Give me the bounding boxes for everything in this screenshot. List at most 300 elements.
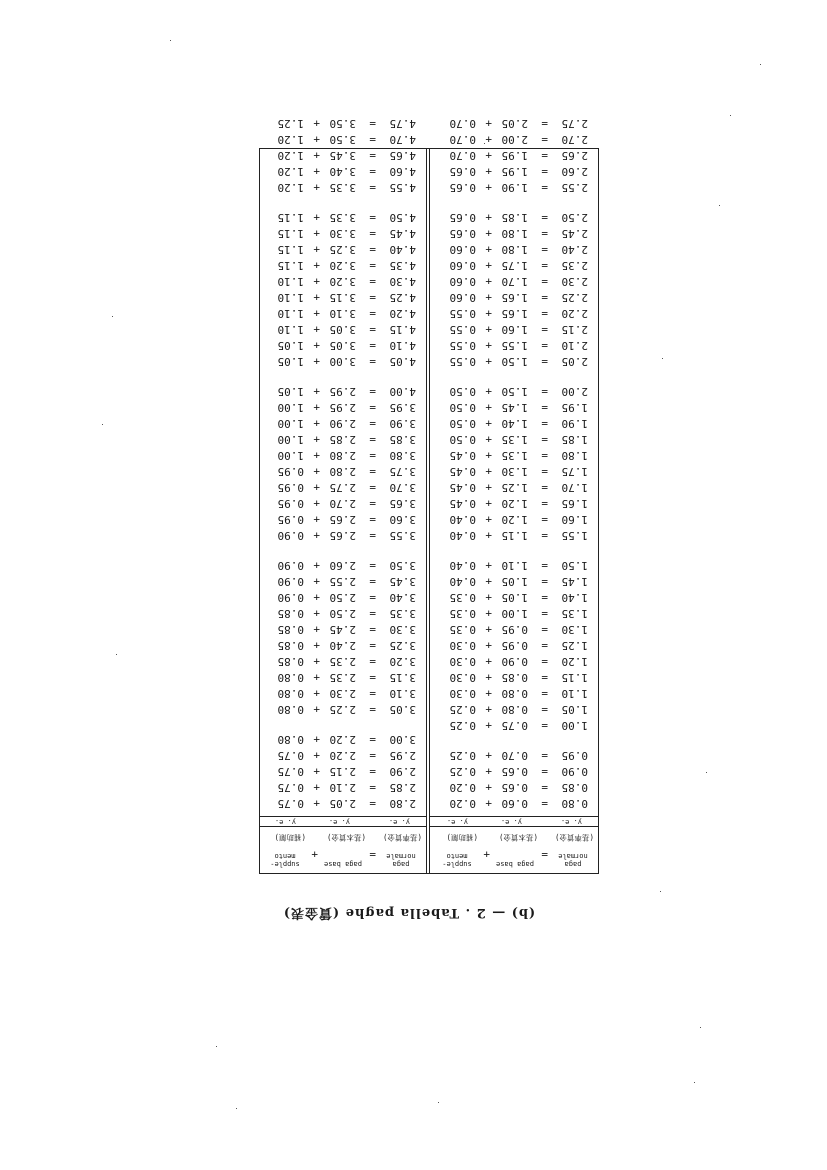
- table-row: [259, 637, 426, 653]
- table-row: [430, 383, 598, 399]
- table-row: [430, 479, 598, 495]
- paga-base-cell: 1.75: [501, 259, 528, 272]
- unit-label: y. e.: [446, 818, 468, 826]
- paga-normale-cell: 3.05: [389, 703, 416, 716]
- paga-normale-cell: 1.00: [561, 719, 588, 732]
- supplemento-cell: 1.10: [277, 275, 304, 288]
- table-row: [430, 289, 598, 305]
- paga-base-cell: 0.70: [501, 749, 528, 762]
- supplemento-cell: 0.30: [449, 687, 476, 700]
- table-row: [259, 163, 426, 179]
- equals-sign: =: [541, 165, 548, 178]
- supplemento-cell: 0.50: [449, 433, 476, 446]
- paga-base-cell: 3.45: [329, 149, 356, 162]
- paga-normale-cell: 2.30: [561, 275, 588, 288]
- equals-sign: =: [369, 749, 376, 762]
- table-row: [259, 257, 426, 273]
- supplemento-cell: 0.40: [449, 575, 476, 588]
- paga-normale-cell: 0.85: [561, 781, 588, 794]
- paga-base-cell: 1.90: [501, 181, 528, 194]
- table-row: [430, 747, 598, 763]
- equals-sign: =: [541, 355, 548, 368]
- paga-base-cell: 0.80: [501, 703, 528, 716]
- table-row: [259, 305, 426, 321]
- supplemento-cell: 0.30: [449, 671, 476, 684]
- table-row: [259, 399, 426, 415]
- table-row: [259, 273, 426, 289]
- scan-speck: [116, 654, 117, 655]
- table-row: [430, 131, 598, 147]
- paga-normale-cell: 2.55: [561, 181, 588, 194]
- table-row: [430, 305, 598, 321]
- table-row: [430, 163, 598, 179]
- equals-sign: =: [369, 355, 376, 368]
- table-row: [259, 353, 426, 369]
- equals-sign: =: [369, 575, 376, 588]
- plus-sign: +: [485, 639, 492, 652]
- paga-normale-cell: 4.05: [389, 355, 416, 368]
- table-row: [259, 431, 426, 447]
- paga-normale-cell: 1.55: [561, 529, 588, 542]
- equals-sign: =: [369, 465, 376, 478]
- equals-sign: =: [541, 765, 548, 778]
- wage-block: [259, 115, 426, 195]
- paga-base-cell: 3.50: [329, 133, 356, 146]
- paga-normale-cell: 3.55: [389, 529, 416, 542]
- equals-sign: =: [369, 671, 376, 684]
- table-row: [430, 685, 598, 701]
- table-row: [430, 209, 598, 225]
- plus-sign: +: [485, 687, 492, 700]
- plus-sign: +: [485, 591, 492, 604]
- supplemento-cell: 0.70: [449, 133, 476, 146]
- paga-normale-cell: 4.50: [389, 211, 416, 224]
- supplemento-cell: 0.45: [449, 465, 476, 478]
- supplemento-cell: 0.85: [277, 655, 304, 668]
- table-row: [259, 415, 426, 431]
- equals-sign: =: [369, 385, 376, 398]
- paga-normale-cell: 1.20: [561, 655, 588, 668]
- table-row: [259, 669, 426, 685]
- header-paga-base-jp: (基本賃金): [498, 833, 538, 842]
- paga-base-cell: 2.05: [501, 117, 528, 130]
- plus-sign: +: [485, 181, 492, 194]
- table-row: [259, 747, 426, 763]
- paga-normale-cell: 2.35: [561, 259, 588, 272]
- plus-sign: +: [485, 355, 492, 368]
- paga-base-cell: 3.10: [329, 307, 356, 320]
- paga-normale-cell: 4.00: [389, 385, 416, 398]
- table-row: [259, 179, 426, 195]
- plus-sign: +: [485, 385, 492, 398]
- paga-normale-cell: 0.95: [561, 749, 588, 762]
- unit-label: y. e.: [560, 818, 582, 826]
- equals-sign: =: [541, 655, 548, 668]
- plus-sign: +: [313, 449, 320, 462]
- equals-sign: =: [369, 259, 376, 272]
- supplemento-cell: 0.55: [449, 355, 476, 368]
- supplemento-cell: 0.40: [449, 529, 476, 542]
- paga-base-cell: 1.55: [501, 339, 528, 352]
- plus-sign: +: [313, 433, 320, 446]
- equals-sign: =: [541, 243, 548, 256]
- paga-base-cell: 2.55: [329, 575, 356, 588]
- paga-base-cell: 3.35: [329, 211, 356, 224]
- header-paga-normale: paga normale: [386, 852, 416, 868]
- paga-normale-cell: 2.50: [561, 211, 588, 224]
- page-caption: (b) — 2 . Tabella paghe (賃金表): [282, 905, 536, 920]
- paga-base-cell: 0.60: [501, 797, 528, 810]
- equals-sign: =: [541, 797, 548, 810]
- supplemento-cell: 0.60: [449, 243, 476, 256]
- supplemento-cell: 1.15: [277, 211, 304, 224]
- table-row: [259, 479, 426, 495]
- plus-sign: +: [313, 733, 320, 746]
- equals-sign: =: [541, 591, 548, 604]
- scan-speck: [112, 316, 113, 317]
- equals-sign: =: [369, 733, 376, 746]
- equals-sign: =: [541, 211, 548, 224]
- equals-sign: =: [541, 623, 548, 636]
- equals-sign: =: [369, 227, 376, 240]
- paga-base-cell: 3.30: [329, 227, 356, 240]
- plus-sign: +: [313, 117, 320, 130]
- plus-sign: +: [313, 259, 320, 272]
- paga-base-cell: 3.05: [329, 323, 356, 336]
- paga-normale-cell: 3.90: [389, 417, 416, 430]
- supplemento-cell: 1.05: [277, 385, 304, 398]
- plus-sign: +: [485, 559, 492, 572]
- paga-base-cell: 1.70: [501, 275, 528, 288]
- unit-label: y. e.: [328, 818, 350, 826]
- equals-sign: =: [369, 417, 376, 430]
- equals-sign: =: [369, 275, 376, 288]
- paga-normale-cell: 1.75: [561, 465, 588, 478]
- supplemento-cell: 0.45: [449, 481, 476, 494]
- paga-base-cell: 1.65: [501, 291, 528, 304]
- scan-speck: [730, 115, 731, 116]
- paga-base-cell: 2.90: [329, 417, 356, 430]
- supplemento-cell: 0.35: [449, 591, 476, 604]
- equals-sign: =: [541, 719, 548, 732]
- plus-sign: +: [485, 655, 492, 668]
- table-row: [430, 463, 598, 479]
- supplemento-cell: 0.85: [277, 639, 304, 652]
- plus-sign: +: [485, 149, 492, 162]
- plus-sign: +: [485, 307, 492, 320]
- table-row: [259, 573, 426, 589]
- wage-block: [430, 383, 598, 543]
- table-row: [430, 669, 598, 685]
- table-row: [430, 321, 598, 337]
- wage-block: [259, 557, 426, 717]
- wage-table: [259, 117, 599, 874]
- units-row: [430, 816, 598, 827]
- table-row: [430, 257, 598, 273]
- paga-base-cell: 2.35: [329, 655, 356, 668]
- paga-base-cell: 1.95: [501, 149, 528, 162]
- paga-base-cell: 3.20: [329, 259, 356, 272]
- wage-block: [430, 557, 598, 733]
- table-row: [259, 731, 426, 747]
- paga-base-cell: 0.90: [501, 655, 528, 668]
- equals-sign: =: [541, 607, 548, 620]
- table-row: [430, 557, 598, 573]
- equals-sign: =: [369, 181, 376, 194]
- header-plus: +: [311, 848, 318, 861]
- table-row: [259, 447, 426, 463]
- unit-label: y. e.: [500, 818, 522, 826]
- supplemento-cell: 1.20: [277, 165, 304, 178]
- unit-label: y. e.: [388, 818, 410, 826]
- table-row: [430, 241, 598, 257]
- plus-sign: +: [313, 623, 320, 636]
- paga-normale-cell: 1.45: [561, 575, 588, 588]
- scan-speck: [694, 1082, 695, 1083]
- paga-normale-cell: 4.65: [389, 149, 416, 162]
- table-row: [430, 495, 598, 511]
- supplemento-cell: 1.00: [277, 417, 304, 430]
- paga-normale-cell: 4.60: [389, 165, 416, 178]
- paga-normale-cell: 2.45: [561, 227, 588, 240]
- plus-sign: +: [485, 481, 492, 494]
- paga-base-cell: 1.25: [501, 481, 528, 494]
- plus-sign: +: [485, 259, 492, 272]
- paga-normale-cell: 4.55: [389, 181, 416, 194]
- plus-sign: +: [313, 655, 320, 668]
- paga-base-cell: 3.05: [329, 339, 356, 352]
- paga-normale-cell: 0.80: [561, 797, 588, 810]
- plus-sign: +: [485, 433, 492, 446]
- plus-sign: +: [313, 591, 320, 604]
- table-row: [430, 589, 598, 605]
- paga-normale-cell: 1.65: [561, 497, 588, 510]
- equals-sign: =: [369, 291, 376, 304]
- plus-sign: +: [313, 133, 320, 146]
- equals-sign: =: [541, 703, 548, 716]
- column-header: [430, 826, 598, 873]
- supplemento-cell: 1.20: [277, 149, 304, 162]
- plus-sign: +: [313, 339, 320, 352]
- paga-base-cell: 1.20: [501, 497, 528, 510]
- paga-normale-cell: 2.20: [561, 307, 588, 320]
- plus-sign: +: [485, 165, 492, 178]
- header-paga-base: paga base: [324, 860, 362, 868]
- header-plus: +: [483, 848, 490, 861]
- supplemento-cell: 0.75: [277, 765, 304, 778]
- table-row: [430, 147, 598, 163]
- table-row: [259, 115, 426, 131]
- supplemento-cell: 0.60: [449, 259, 476, 272]
- paga-normale-cell: 3.60: [389, 513, 416, 526]
- supplemento-cell: 0.45: [449, 497, 476, 510]
- table-row: [259, 795, 426, 811]
- plus-sign: +: [485, 703, 492, 716]
- supplemento-cell: 0.65: [449, 181, 476, 194]
- supplemento-cell: 0.55: [449, 307, 476, 320]
- paga-normale-cell: 1.80: [561, 449, 588, 462]
- paga-normale-cell: 1.40: [561, 591, 588, 604]
- paga-base-cell: 1.35: [501, 449, 528, 462]
- paga-base-cell: 1.00: [501, 607, 528, 620]
- paga-normale-cell: 2.70: [561, 133, 588, 146]
- plus-sign: +: [485, 513, 492, 526]
- plus-sign: +: [313, 575, 320, 588]
- paga-base-cell: 3.35: [329, 181, 356, 194]
- plus-sign: +: [485, 671, 492, 684]
- equals-sign: =: [369, 529, 376, 542]
- wage-table-left-half: [429, 117, 598, 873]
- supplemento-cell: 0.30: [449, 639, 476, 652]
- supplemento-cell: 0.50: [449, 385, 476, 398]
- paga-base-cell: 1.30: [501, 465, 528, 478]
- table-row: [430, 179, 598, 195]
- paga-base-cell: 1.65: [501, 307, 528, 320]
- table-row: [259, 383, 426, 399]
- scan-speck: [236, 1108, 237, 1109]
- equals-sign: =: [541, 465, 548, 478]
- header-equals: =: [541, 848, 548, 861]
- table-row: [430, 701, 598, 717]
- paga-normale-cell: 3.35: [389, 607, 416, 620]
- plus-sign: +: [313, 559, 320, 572]
- scan-speck: [660, 891, 661, 892]
- plus-sign: +: [313, 765, 320, 778]
- equals-sign: =: [541, 385, 548, 398]
- paga-base-cell: 2.60: [329, 559, 356, 572]
- paga-base-cell: 2.70: [329, 497, 356, 510]
- header-supplemento: supple- mento: [442, 852, 472, 868]
- plus-sign: +: [313, 529, 320, 542]
- paga-normale-cell: 4.45: [389, 227, 416, 240]
- supplemento-cell: 0.90: [277, 591, 304, 604]
- paga-normale-cell: 1.70: [561, 481, 588, 494]
- paga-base-cell: 2.50: [329, 607, 356, 620]
- plus-sign: +: [485, 449, 492, 462]
- paga-base-cell: 0.95: [501, 639, 528, 652]
- equals-sign: =: [369, 211, 376, 224]
- table-row: [259, 685, 426, 701]
- supplemento-cell: 0.35: [449, 623, 476, 636]
- paga-normale-cell: 2.85: [389, 781, 416, 794]
- scan-speck: [438, 1102, 439, 1103]
- supplemento-cell: 1.20: [277, 181, 304, 194]
- paga-normale-cell: 1.30: [561, 623, 588, 636]
- plus-sign: +: [485, 529, 492, 542]
- supplemento-cell: 0.35: [449, 607, 476, 620]
- plus-sign: +: [313, 497, 320, 510]
- table-row: [259, 241, 426, 257]
- table-row: [430, 415, 598, 431]
- table-row: [430, 511, 598, 527]
- header-paga-normale-jp: (基準賃金): [554, 833, 594, 842]
- plus-sign: +: [313, 749, 320, 762]
- scan-speck: [216, 1046, 217, 1047]
- supplemento-cell: 0.50: [449, 401, 476, 414]
- supplemento-cell: 1.05: [277, 339, 304, 352]
- wage-block: [430, 747, 598, 811]
- table-row: [430, 637, 598, 653]
- equals-sign: =: [541, 117, 548, 130]
- supplemento-cell: 0.55: [449, 323, 476, 336]
- paga-normale-cell: 2.00: [561, 385, 588, 398]
- table-row: [259, 779, 426, 795]
- paga-base-cell: 1.50: [501, 385, 528, 398]
- paga-normale-cell: 1.25: [561, 639, 588, 652]
- paga-normale-cell: 1.35: [561, 607, 588, 620]
- paga-normale-cell: 1.60: [561, 513, 588, 526]
- paga-base-cell: 2.40: [329, 639, 356, 652]
- plus-sign: +: [485, 243, 492, 256]
- supplemento-cell: 0.70: [449, 149, 476, 162]
- paga-normale-cell: 2.90: [389, 765, 416, 778]
- paga-normale-cell: 4.75: [389, 117, 416, 130]
- equals-sign: =: [541, 449, 548, 462]
- equals-sign: =: [369, 703, 376, 716]
- equals-sign: =: [541, 497, 548, 510]
- paga-base-cell: 1.95: [501, 165, 528, 178]
- plus-sign: +: [313, 639, 320, 652]
- paga-normale-cell: 3.85: [389, 433, 416, 446]
- equals-sign: =: [541, 529, 548, 542]
- plus-sign: +: [485, 417, 492, 430]
- paga-base-cell: 1.45: [501, 401, 528, 414]
- paga-base-cell: 1.35: [501, 433, 528, 446]
- equals-sign: =: [541, 575, 548, 588]
- supplemento-cell: 0.90: [277, 575, 304, 588]
- supplemento-cell: 0.90: [277, 529, 304, 542]
- table-row: [430, 573, 598, 589]
- wage-block: [259, 383, 426, 543]
- supplemento-cell: 0.45: [449, 449, 476, 462]
- wage-table-right-half: [259, 117, 427, 873]
- supplemento-cell: 0.75: [277, 749, 304, 762]
- paga-base-cell: 2.20: [329, 749, 356, 762]
- paga-normale-cell: 3.50: [389, 559, 416, 572]
- table-row: [259, 131, 426, 147]
- paga-normale-cell: 4.35: [389, 259, 416, 272]
- paga-normale-cell: 1.95: [561, 401, 588, 414]
- plus-sign: +: [485, 291, 492, 304]
- plus-sign: +: [485, 133, 492, 146]
- plus-sign: +: [313, 275, 320, 288]
- equals-sign: =: [541, 687, 548, 700]
- plus-sign: +: [313, 703, 320, 716]
- equals-sign: =: [541, 481, 548, 494]
- paga-base-cell: 2.80: [329, 465, 356, 478]
- paga-base-cell: 1.85: [501, 211, 528, 224]
- wage-block: [259, 209, 426, 369]
- equals-sign: =: [541, 227, 548, 240]
- table-row: [259, 289, 426, 305]
- plus-sign: +: [313, 781, 320, 794]
- paga-base-cell: 2.15: [329, 765, 356, 778]
- scan-speck: [170, 40, 171, 41]
- paga-base-cell: 2.75: [329, 481, 356, 494]
- paga-base-cell: 3.15: [329, 291, 356, 304]
- paga-normale-cell: 2.40: [561, 243, 588, 256]
- plus-sign: +: [485, 465, 492, 478]
- equals-sign: =: [369, 687, 376, 700]
- paga-normale-cell: 2.05: [561, 355, 588, 368]
- paga-base-cell: 1.10: [501, 559, 528, 572]
- table-row: [430, 621, 598, 637]
- supplemento-cell: 1.00: [277, 449, 304, 462]
- equals-sign: =: [369, 797, 376, 810]
- equals-sign: =: [541, 513, 548, 526]
- table-row: [430, 353, 598, 369]
- supplemento-cell: 0.95: [277, 497, 304, 510]
